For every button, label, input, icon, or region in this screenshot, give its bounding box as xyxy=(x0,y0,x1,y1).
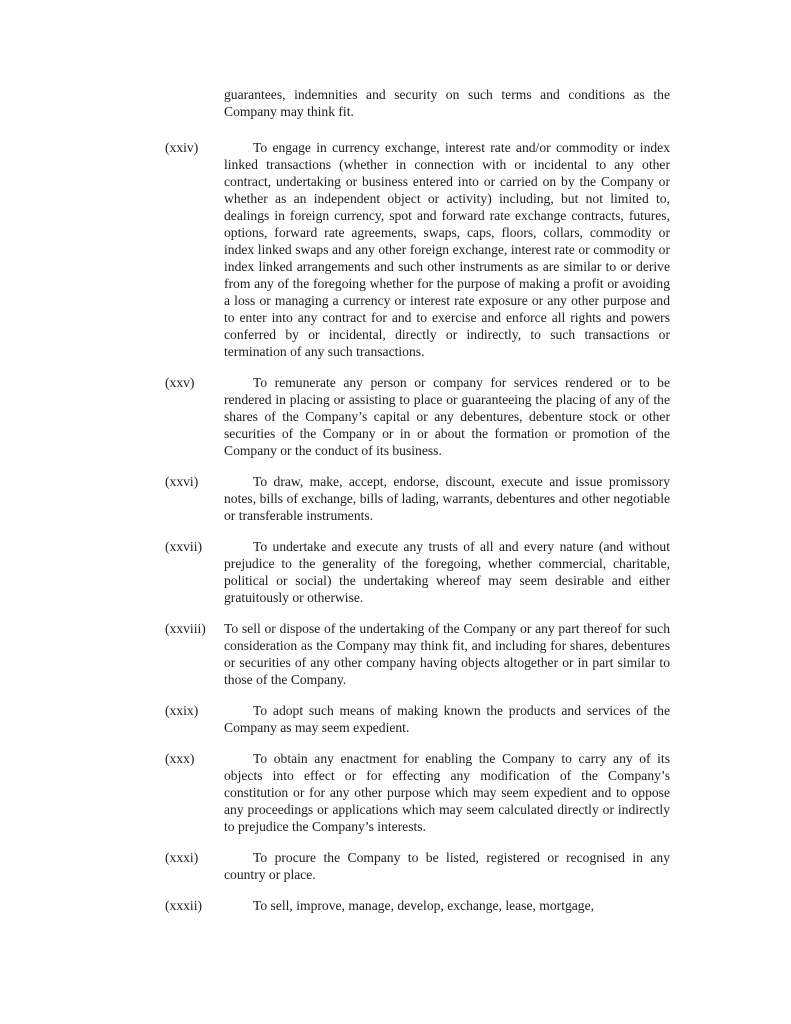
clause-label: (xxix) xyxy=(165,703,199,718)
clause-row-xxiv xyxy=(165,139,670,360)
clause-text: To procure the Company to be listed, registered or recognised in any country or place. xyxy=(224,850,670,882)
clause-label: (xxvi) xyxy=(165,474,199,489)
clause-label: (xxviii) xyxy=(165,621,206,636)
clause-row-xxxii xyxy=(165,897,670,914)
clause-label: (xxxii) xyxy=(165,898,202,913)
clause-label: (xxvii) xyxy=(165,539,202,554)
clause-text: To sell or dispose of the undertaking of the Company or any part thereof for such consideration as the Company may think fit, and including for shares, debentures or securities of any other company having objects altogether or in part similar to those of the Company. xyxy=(224,621,670,687)
clause-text: To remunerate any person or company for services rendered or to be rendered in placing or assisting to place or guaranteeing the placing of any of the shares of the Company’s capital or any debentures, debenture stock or other securities of the Company or in or about the formation or promotion of the Company or the conduct of its business. xyxy=(224,375,670,458)
clause-row-xxxi xyxy=(165,849,670,883)
clause-text: To undertake and execute any trusts of all and every nature (and without prejudice to the generality of the foregoing, whether commercial, charitable, political or social) the undertaking whereof may seem desirable and either gratuitously or otherwise. xyxy=(224,539,670,605)
clause-text: To obtain any enactment for enabling the Company to carry any of its objects into effect or for effecting any modification of the Company’s constitution or for any other purpose which may seem expedient and to oppose any proceedings or applications which may seem calculated directly or indirectly to prejudice the Company’s interests. xyxy=(224,751,670,834)
clause-row-xxvii xyxy=(165,538,670,606)
clause-text: To engage in currency exchange, interest rate and/or commodity or index linked transactions (whether in connection with or incidental to any other contract, undertaking or business entered into or carried on by the Company or whether as an independent object or activity) including, but not limited to, dealings in foreign currency, spot and forward rate exchange contracts, futures, options, forward rate agreements, swaps, caps, floors, collars, commodity or index linked swaps and any other foreign exchange, interest rate or commodity or index linked arrangements and such other instruments as are similar to or derive from any of the foregoing whether for the purpose of making a profit or avoiding a loss or managing a currency or interest rate exposure or any other purpose and to enter into any contract for and to exercise and enforce all rights and powers conferred by or incidental, directly or indirectly, to such transactions or termination of any such transactions. xyxy=(224,140,670,359)
clause-row-xxx xyxy=(165,750,670,835)
clause-label: (xxx) xyxy=(165,751,195,766)
clause-row-xxvi xyxy=(165,473,670,524)
continuation-row xyxy=(165,86,670,120)
continuation-paragraph: guarantees, indemnities and security on such terms and conditions as the Company may think fit. xyxy=(224,87,670,119)
clause-text: To adopt such means of making known the products and services of the Company as may seem expedient. xyxy=(224,703,670,735)
clause-row-xxviii xyxy=(165,620,670,688)
clause-label: (xxxi) xyxy=(165,850,199,865)
clause-label: (xxv) xyxy=(165,375,195,390)
clause-row-xxix xyxy=(165,702,670,736)
clause-text: To draw, make, accept, endorse, discount, execute and issue promissory notes, bills of exchange, bills of lading, warrants, debentures and other negotiable or transferable instruments. xyxy=(224,474,670,523)
clause-label: (xxiv) xyxy=(165,140,199,155)
document-content xyxy=(165,86,670,928)
clause-row-xxv xyxy=(165,374,670,459)
clause-text: To sell, improve, manage, develop, exchange, lease, mortgage, xyxy=(253,898,595,913)
